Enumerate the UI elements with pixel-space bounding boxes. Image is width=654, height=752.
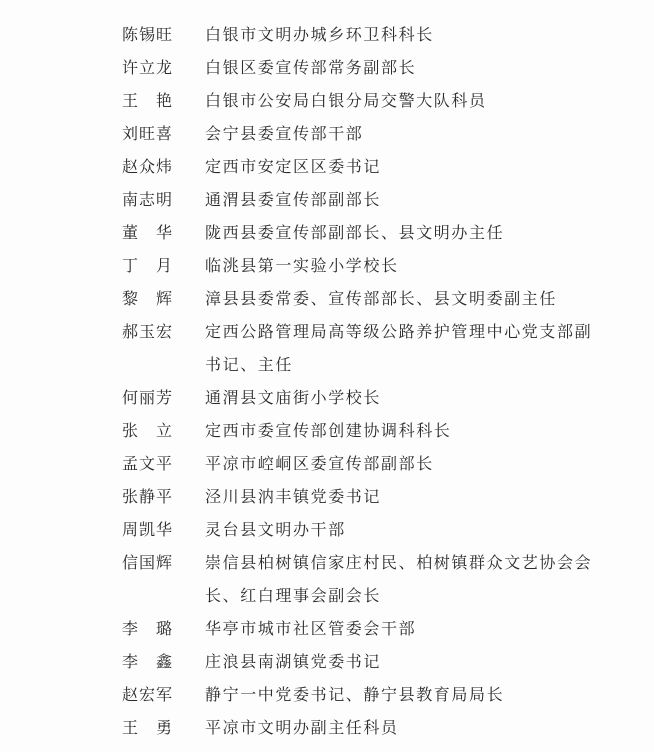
person-name: 南志明 xyxy=(122,190,174,209)
list-item xyxy=(0,678,654,711)
person-title: 白银市公安局白银分局交警大队科员 xyxy=(205,91,487,110)
person-title: 临洮县第一实验小学校长 xyxy=(205,256,399,275)
person-name: 孟文平 xyxy=(122,454,174,473)
list-item xyxy=(0,480,654,513)
honoree-list xyxy=(0,18,654,744)
person-title: 定西市委宣传部创建协调科科长 xyxy=(205,421,452,440)
person-title: 漳县县委常委、宣传部部长、县文明委副主任 xyxy=(205,289,558,308)
person-name: 张静平 xyxy=(122,487,174,506)
list-item xyxy=(0,315,654,381)
person-name: 王 勇 xyxy=(122,718,174,737)
person-title: 华亭市城市社区管委会干部 xyxy=(205,619,417,638)
person-title: 庄浪县南湖镇党委书记 xyxy=(205,652,382,671)
person-name: 赵宏军 xyxy=(122,685,174,704)
person-name: 陈锡旺 xyxy=(122,25,174,44)
list-item xyxy=(0,117,654,150)
list-item xyxy=(0,513,654,546)
list-item xyxy=(0,18,654,51)
person-title: 平凉市文明办副主任科员 xyxy=(205,718,399,737)
person-name: 黎 辉 xyxy=(122,289,174,308)
person-title: 静宁一中党委书记、静宁县教育局局长 xyxy=(205,685,505,704)
list-item xyxy=(0,546,654,612)
person-title: 白银区委宣传部常务副部长 xyxy=(205,58,417,77)
list-item xyxy=(0,711,654,744)
person-name: 许立龙 xyxy=(122,58,174,77)
list-item xyxy=(0,381,654,414)
list-item xyxy=(0,183,654,216)
list-item xyxy=(0,282,654,315)
person-title: 会宁县委宣传部干部 xyxy=(205,124,364,143)
person-name: 李 璐 xyxy=(122,619,174,638)
person-title: 陇西县委宣传部副部长、县文明办主任 xyxy=(205,223,505,242)
person-title: 泾川县汭丰镇党委书记 xyxy=(205,487,382,506)
person-title: 通渭县委宣传部副部长 xyxy=(205,190,382,209)
person-title: 定西市安定区区委书记 xyxy=(205,157,382,176)
person-title: 通渭县文庙街小学校长 xyxy=(205,388,382,407)
person-name: 李 鑫 xyxy=(122,652,174,671)
list-item xyxy=(0,645,654,678)
person-title: 崇信县柏树镇信家庄村民、柏树镇群众文艺协会会长、红白理事会副会长 xyxy=(205,553,593,605)
person-title: 平凉市崆峒区委宣传部副部长 xyxy=(205,454,434,473)
person-name: 刘旺喜 xyxy=(122,124,174,143)
person-name: 张 立 xyxy=(122,421,174,440)
person-name: 周凯华 xyxy=(122,520,174,539)
list-item xyxy=(0,447,654,480)
person-title: 白银市文明办城乡环卫科科长 xyxy=(205,25,434,44)
person-name: 信国辉 xyxy=(122,553,174,572)
person-name: 董 华 xyxy=(122,223,174,242)
person-name: 王 艳 xyxy=(122,91,174,110)
list-item xyxy=(0,216,654,249)
person-name: 郝玉宏 xyxy=(122,322,174,341)
list-item xyxy=(0,414,654,447)
person-name: 何丽芳 xyxy=(122,388,174,407)
person-name: 赵众炜 xyxy=(122,157,174,176)
person-title: 定西公路管理局高等级公路养护管理中心党支部副书记、主任 xyxy=(205,322,593,374)
person-title: 灵台县文明办干部 xyxy=(205,520,346,539)
person-name: 丁 月 xyxy=(122,256,174,275)
list-item xyxy=(0,84,654,117)
list-item xyxy=(0,51,654,84)
list-item xyxy=(0,150,654,183)
list-item xyxy=(0,612,654,645)
list-item xyxy=(0,249,654,282)
